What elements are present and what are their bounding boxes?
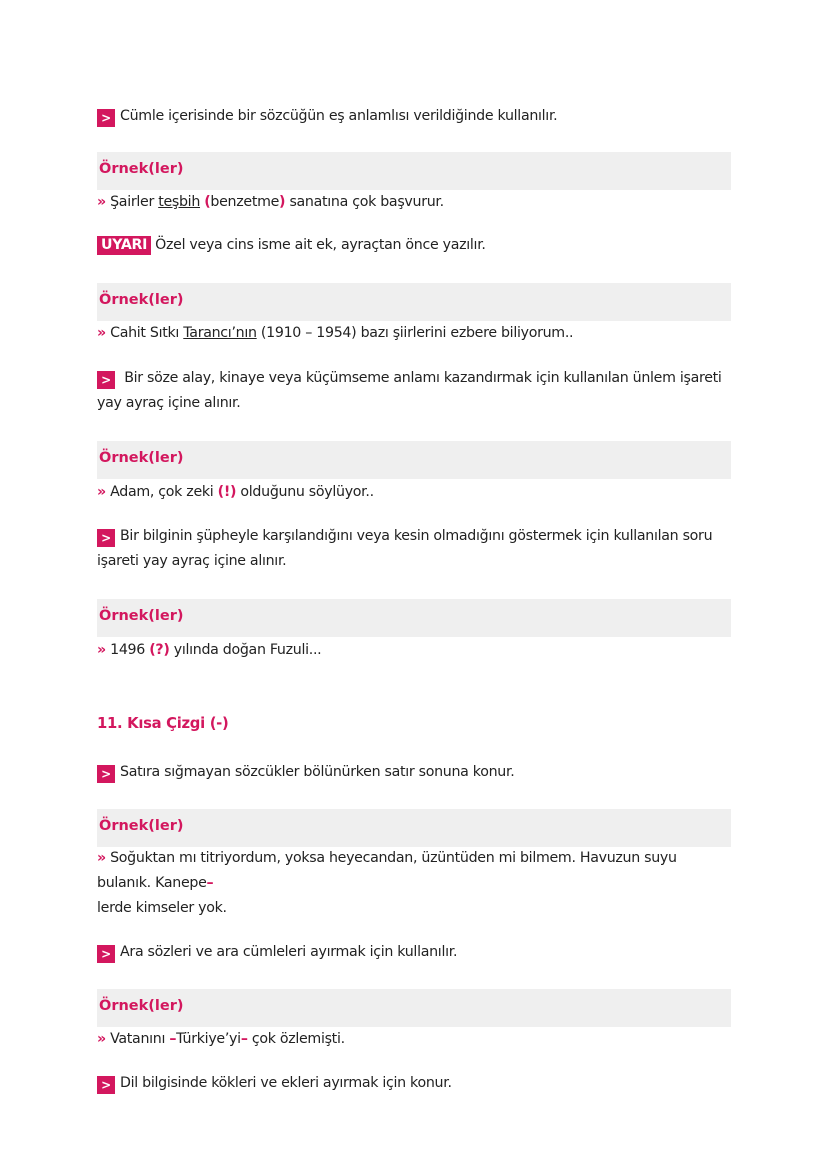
example-label: Örnek(ler) (99, 450, 184, 466)
rule-text (97, 1071, 732, 1096)
example-sentence (97, 480, 732, 505)
rule-text (97, 104, 732, 129)
section-heading (97, 711, 732, 736)
rule-text (97, 366, 732, 416)
text-segment: 1496 (110, 642, 150, 658)
example-header (97, 809, 731, 847)
rule-text (97, 940, 732, 965)
example-sentence (97, 321, 732, 346)
text-segment: Şairler (110, 194, 159, 210)
arrow-marker-icon: > (97, 529, 115, 547)
example-sentence (97, 638, 732, 663)
warning-note (97, 233, 732, 258)
text-segment: Satıra sığmayan sözcükler bölünürken satır sonuna konur. (120, 764, 515, 780)
example-sentence (97, 190, 732, 215)
example-header (97, 989, 731, 1027)
bullet-icon: » (97, 484, 106, 500)
arrow-marker-icon: > (97, 945, 115, 963)
example-sentence (97, 1027, 732, 1052)
text-segment: Bir söze alay, kinaye veya küçümseme anlamı kazandırmak için kullanılan ünlem işareti yay ayraç içine alınır. (97, 370, 722, 411)
example-header (97, 599, 731, 637)
text-segment: (1910 – 1954) bazı şiirlerini ezbere biliyorum.. (256, 325, 574, 341)
text-segment: sanatına çok başvurur. (285, 194, 444, 210)
bullet-icon: » (97, 850, 106, 866)
example-label: Örnek(ler) (99, 818, 184, 834)
example-label: Örnek(ler) (99, 292, 184, 308)
bullet-icon: » (97, 194, 106, 210)
text-segment: Dil bilgisinde kökleri ve ekleri ayırmak için konur. (120, 1075, 452, 1091)
text-segment: yılında doğan Fuzuli... (169, 642, 322, 658)
text-segment: Cahit Sıtkı (110, 325, 184, 341)
text-segment: lerde kimseler yok. (97, 900, 227, 916)
highlight-punctuation: (!) (217, 484, 237, 500)
underlined-word: teşbih (158, 194, 201, 210)
text-segment: Özel veya cins isme ait ek, ayraçtan önce yazılır. (155, 237, 486, 253)
text-segment: Vatanını (110, 1031, 170, 1047)
text-segment: Türkiye’yi (176, 1031, 241, 1047)
highlight-punctuation: – (240, 1031, 248, 1047)
text-segment: benzetme (210, 194, 280, 210)
example-label: Örnek(ler) (99, 998, 184, 1014)
text-segment: çok özlemişti. (247, 1031, 345, 1047)
bullet-icon: » (97, 642, 106, 658)
text-segment: Adam, çok zeki (110, 484, 218, 500)
highlight-punctuation: ) (279, 194, 286, 210)
text-segment: Ara sözleri ve ara cümleleri ayırmak için kullanılır. (120, 944, 458, 960)
rule-text (97, 524, 732, 574)
arrow-marker-icon: > (97, 371, 115, 389)
bullet-icon: » (97, 325, 106, 341)
text-segment: Cümle içerisinde bir sözcüğün eş anlamlısı verildiğinde kullanılır. (120, 108, 558, 124)
example-label: Örnek(ler) (99, 161, 184, 177)
example-label: Örnek(ler) (99, 608, 184, 624)
text-segment: 11. Kısa Çizgi (-) (97, 715, 229, 732)
example-header (97, 441, 731, 479)
highlight-punctuation: – (169, 1031, 177, 1047)
text-segment: Soğuktan mı titriyordum, yoksa heyecandan, üzüntüden mi bilmem. Havuzun suyu bulanık. Kanepe (97, 850, 677, 891)
text-segment: Bir bilginin şüpheyle karşılandığını veya kesin olmadığını göstermek için kullanılan soru işareti yay ayraç içine alınır. (97, 528, 713, 569)
underlined-word: Tarancı’nın (183, 325, 257, 341)
highlight-punctuation: – (206, 875, 214, 891)
bullet-icon: » (97, 1031, 106, 1047)
rule-text (97, 760, 732, 785)
highlight-punctuation: ( (204, 194, 211, 210)
arrow-marker-icon: > (97, 765, 115, 783)
text-segment: olduğunu söylüyor.. (236, 484, 374, 500)
arrow-marker-icon: > (97, 109, 115, 127)
example-header (97, 152, 731, 190)
arrow-marker-icon: > (97, 1076, 115, 1094)
highlight-punctuation: (?) (149, 642, 170, 658)
example-header (97, 283, 731, 321)
warning-badge: UYARI (97, 236, 151, 255)
example-sentence (97, 846, 732, 921)
